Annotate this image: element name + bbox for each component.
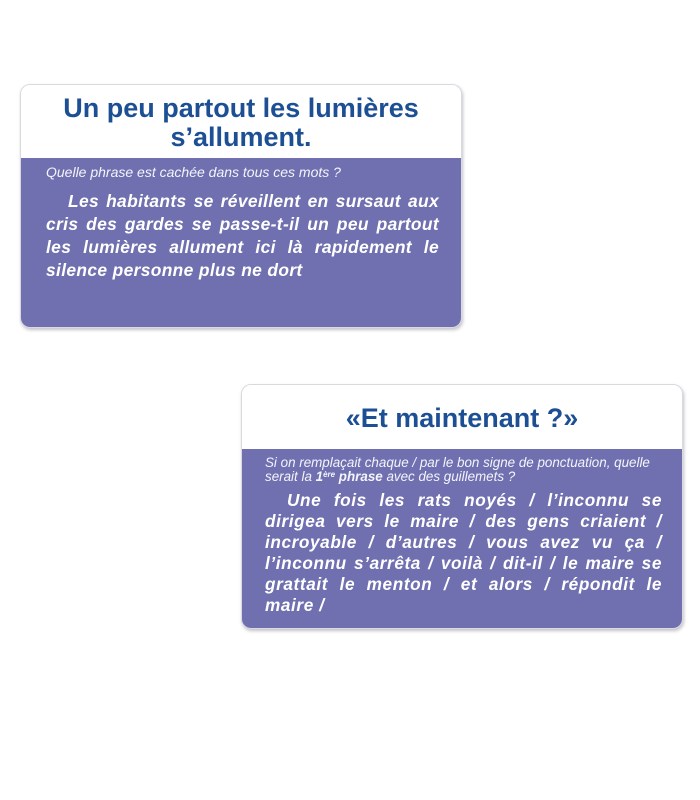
card-passage: Une fois les rats noyés / l’inconnu se dirigea vers le maire / des gens criaient / incroyable / d’autres / vous avez vu ça / l’inconnu s’arrêta / voilà / dit-il / le maire se grattait le menton / et alors / répondit le maire / [265, 490, 662, 615]
card-title: «Et maintenant ?» [345, 403, 579, 433]
riddle-card-hidden-sentence [20, 84, 462, 328]
card-question [265, 456, 662, 484]
card-body [21, 158, 461, 327]
card-passage: Les habitants se réveillent en sursaut aux cris des gardes se passe-t-il un peu partout les lumières allument ici là rapidement le silence personne plus ne dort [46, 191, 439, 280]
card-title: Un peu partout les lumières s’allument. [63, 92, 419, 152]
card-header [242, 385, 682, 449]
question-ordinal: 1ère phrase [315, 469, 383, 484]
card-header [21, 85, 461, 158]
question-text: Si on remplaçait chaque / par le bon signe de ponctuation, quelle serait la [265, 455, 650, 484]
card-question: Quelle phrase est cachée dans tous ces mots ? [46, 164, 341, 180]
question-text-end: avec des guillemets ? [382, 469, 516, 484]
riddle-card-punctuation [241, 384, 683, 629]
card-body [242, 449, 682, 628]
